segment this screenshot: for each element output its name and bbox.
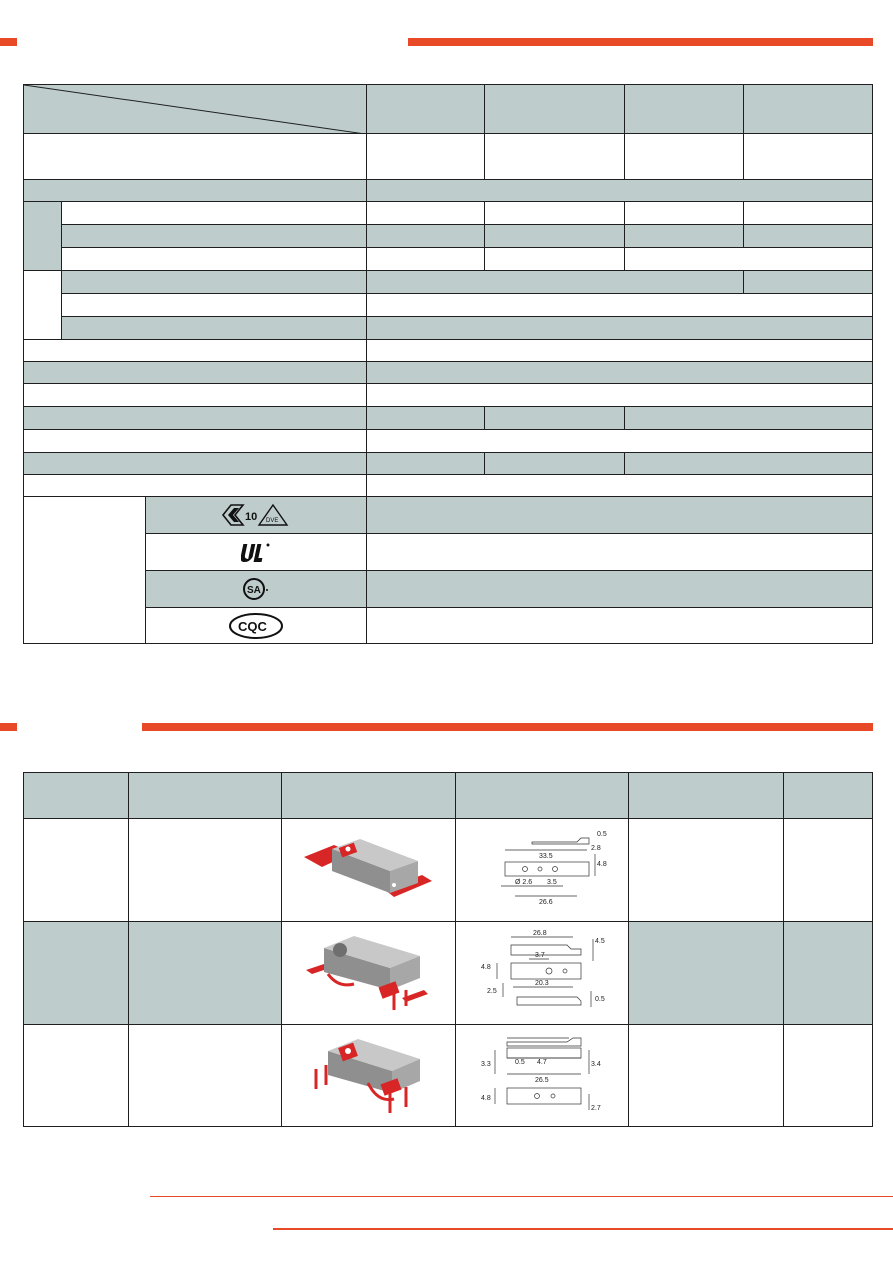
spec-value <box>367 294 873 317</box>
spec-label <box>24 362 367 384</box>
dim-label: 4.8 <box>481 964 491 971</box>
dim-label: 2.8 <box>591 845 601 852</box>
spec-label <box>24 430 367 453</box>
models-table <box>23 772 873 1127</box>
dim-label: 3.3 <box>481 1060 491 1068</box>
spec-value <box>367 271 744 294</box>
spec-value <box>367 202 485 225</box>
cert-row-csa <box>24 571 873 608</box>
dim-label: 4.5 <box>595 938 605 945</box>
spec-value <box>485 134 625 180</box>
dimension-drawing-3 <box>477 1030 607 1122</box>
spec-label <box>24 134 367 180</box>
models-col-header <box>282 773 456 819</box>
cert-value <box>367 608 873 644</box>
spec-value <box>625 134 744 180</box>
dim-label: 0.5 <box>515 1058 525 1066</box>
cqc-icon <box>228 612 284 640</box>
model-cell <box>629 1025 784 1127</box>
spec-col-header-4 <box>744 85 873 134</box>
models-col-header <box>456 773 629 819</box>
models-col-header <box>129 773 282 819</box>
models-col-header <box>784 773 873 819</box>
dim-label: 20.3 <box>535 980 549 987</box>
drawing-cell <box>456 1025 629 1127</box>
spec-row <box>24 317 873 340</box>
spec-row <box>24 430 873 453</box>
section2-left-accent-bar <box>0 723 17 731</box>
footer-rule-upper <box>150 1196 893 1197</box>
spec-value <box>744 271 873 294</box>
model-cell <box>629 922 784 1025</box>
svg-text:10: 10 <box>245 511 258 523</box>
spec-value <box>367 340 873 362</box>
spec-label <box>62 202 367 225</box>
model-cell <box>784 922 873 1025</box>
spec-label <box>24 384 367 407</box>
models-col-header <box>629 773 784 819</box>
cert-logo-cell <box>146 497 367 534</box>
spec-value <box>744 225 873 248</box>
dimension-drawing-2 <box>477 927 607 1019</box>
model-cell <box>784 819 873 922</box>
model-cell <box>129 819 282 922</box>
spec-row <box>24 202 873 225</box>
model-cell <box>629 819 784 922</box>
csa-icon <box>242 576 270 602</box>
top-left-accent-bar <box>0 38 17 46</box>
spec-table <box>23 84 873 644</box>
spec-value <box>625 453 873 475</box>
model-cell <box>24 922 129 1025</box>
cert-logo-cell <box>146 571 367 608</box>
spec-value <box>485 407 625 430</box>
dim-label: 26.5 <box>535 1076 549 1084</box>
spec-value <box>625 202 744 225</box>
spec-value <box>367 430 873 453</box>
spec-label <box>24 475 367 497</box>
spec-label <box>24 407 367 430</box>
section2-right-accent-bar <box>142 723 873 731</box>
dim-label: 4.8 <box>481 1094 491 1102</box>
spec-row <box>24 340 873 362</box>
spec-label <box>24 453 367 475</box>
spec-value <box>625 407 873 430</box>
spec-row <box>24 225 873 248</box>
spec-row <box>24 453 873 475</box>
dim-label: 33.5 <box>539 853 553 860</box>
top-right-accent-bar <box>408 38 873 46</box>
spec-label <box>62 248 367 271</box>
product-image-cell <box>282 819 456 922</box>
cert-logo-cell <box>146 534 367 571</box>
spec-value <box>367 384 873 407</box>
dim-label: 4.7 <box>537 1058 547 1066</box>
spec-row <box>24 180 873 202</box>
footer-rule-lower <box>273 1228 893 1230</box>
cert-group-label <box>24 497 146 644</box>
spec-row <box>24 134 873 180</box>
dim-label: 4.8 <box>597 861 607 868</box>
spec-row <box>24 294 873 317</box>
models-row-1 <box>24 819 873 922</box>
dim-label: 3.5 <box>547 879 557 886</box>
models-header-row <box>24 773 873 819</box>
spec-label <box>62 225 367 248</box>
spec-value <box>367 475 873 497</box>
dim-label: 3.4 <box>591 1060 601 1068</box>
diagonal-divider <box>24 85 365 134</box>
spec-value <box>485 453 625 475</box>
dim-label: 26.6 <box>539 899 553 906</box>
model-cell <box>129 1025 282 1127</box>
cert-row-cqc <box>24 608 873 644</box>
spec-row <box>24 271 873 294</box>
model-cell <box>129 922 282 1025</box>
svg-text:SA: SA <box>247 585 261 596</box>
spec-row <box>24 362 873 384</box>
spec-group-label <box>24 271 62 340</box>
cert-logo-cell <box>146 608 367 644</box>
dim-label: 3.7 <box>535 952 545 959</box>
spec-row <box>24 475 873 497</box>
model-cell <box>24 819 129 922</box>
spec-col-header-3 <box>625 85 744 134</box>
spec-value <box>367 248 485 271</box>
spec-group-label <box>24 202 62 271</box>
spec-value <box>367 453 485 475</box>
dim-label: 26.8 <box>533 930 547 937</box>
spec-header-row <box>24 85 873 134</box>
spec-header-corner <box>24 85 367 134</box>
spec-label <box>24 180 367 202</box>
cert-value <box>367 571 873 608</box>
spec-row <box>24 384 873 407</box>
model-cell <box>784 1025 873 1127</box>
spec-value <box>367 407 485 430</box>
spec-col-header-1 <box>367 85 485 134</box>
model-cell <box>24 1025 129 1127</box>
svg-text:DVE: DVE <box>266 518 279 524</box>
models-row-2 <box>24 922 873 1025</box>
spec-value <box>485 225 625 248</box>
dim-label: 0.5 <box>595 996 605 1003</box>
product-image-flat <box>294 827 444 913</box>
product-image-cell <box>282 922 456 1025</box>
cert-row-vde <box>24 497 873 534</box>
drawing-cell <box>456 922 629 1025</box>
spec-value <box>367 134 485 180</box>
models-col-header <box>24 773 129 819</box>
spec-row <box>24 407 873 430</box>
ul-recognized-icon <box>241 541 271 563</box>
product-image-cell <box>282 1025 456 1127</box>
dim-label: 0.5 <box>597 831 607 838</box>
spec-row <box>24 248 873 271</box>
spec-value <box>485 248 625 271</box>
product-image-upright <box>294 1029 444 1123</box>
cert-value <box>367 534 873 571</box>
spec-value <box>367 362 873 384</box>
models-row-3 <box>24 1025 873 1127</box>
spec-value <box>744 134 873 180</box>
dimension-drawing-1 <box>477 824 607 916</box>
spec-value <box>485 202 625 225</box>
spec-label <box>62 271 367 294</box>
spec-value <box>367 225 485 248</box>
spec-label <box>62 317 367 340</box>
dim-label: Ø 2.6 <box>515 879 533 886</box>
spec-value <box>367 317 873 340</box>
drawing-cell <box>456 819 629 922</box>
spec-col-header-2 <box>485 85 625 134</box>
spec-value <box>744 202 873 225</box>
spec-label <box>62 294 367 317</box>
cert-row-ul <box>24 534 873 571</box>
spec-value <box>625 248 873 271</box>
spec-value <box>367 180 873 202</box>
svg-text:CQC: CQC <box>238 618 267 634</box>
dim-label: 2.5 <box>487 988 497 995</box>
vde-enec-10-icon <box>221 502 291 528</box>
cert-value <box>367 497 873 534</box>
dim-label: 2.7 <box>591 1104 601 1112</box>
spec-label <box>24 340 367 362</box>
product-image-bent <box>294 928 444 1018</box>
spec-value <box>625 225 744 248</box>
